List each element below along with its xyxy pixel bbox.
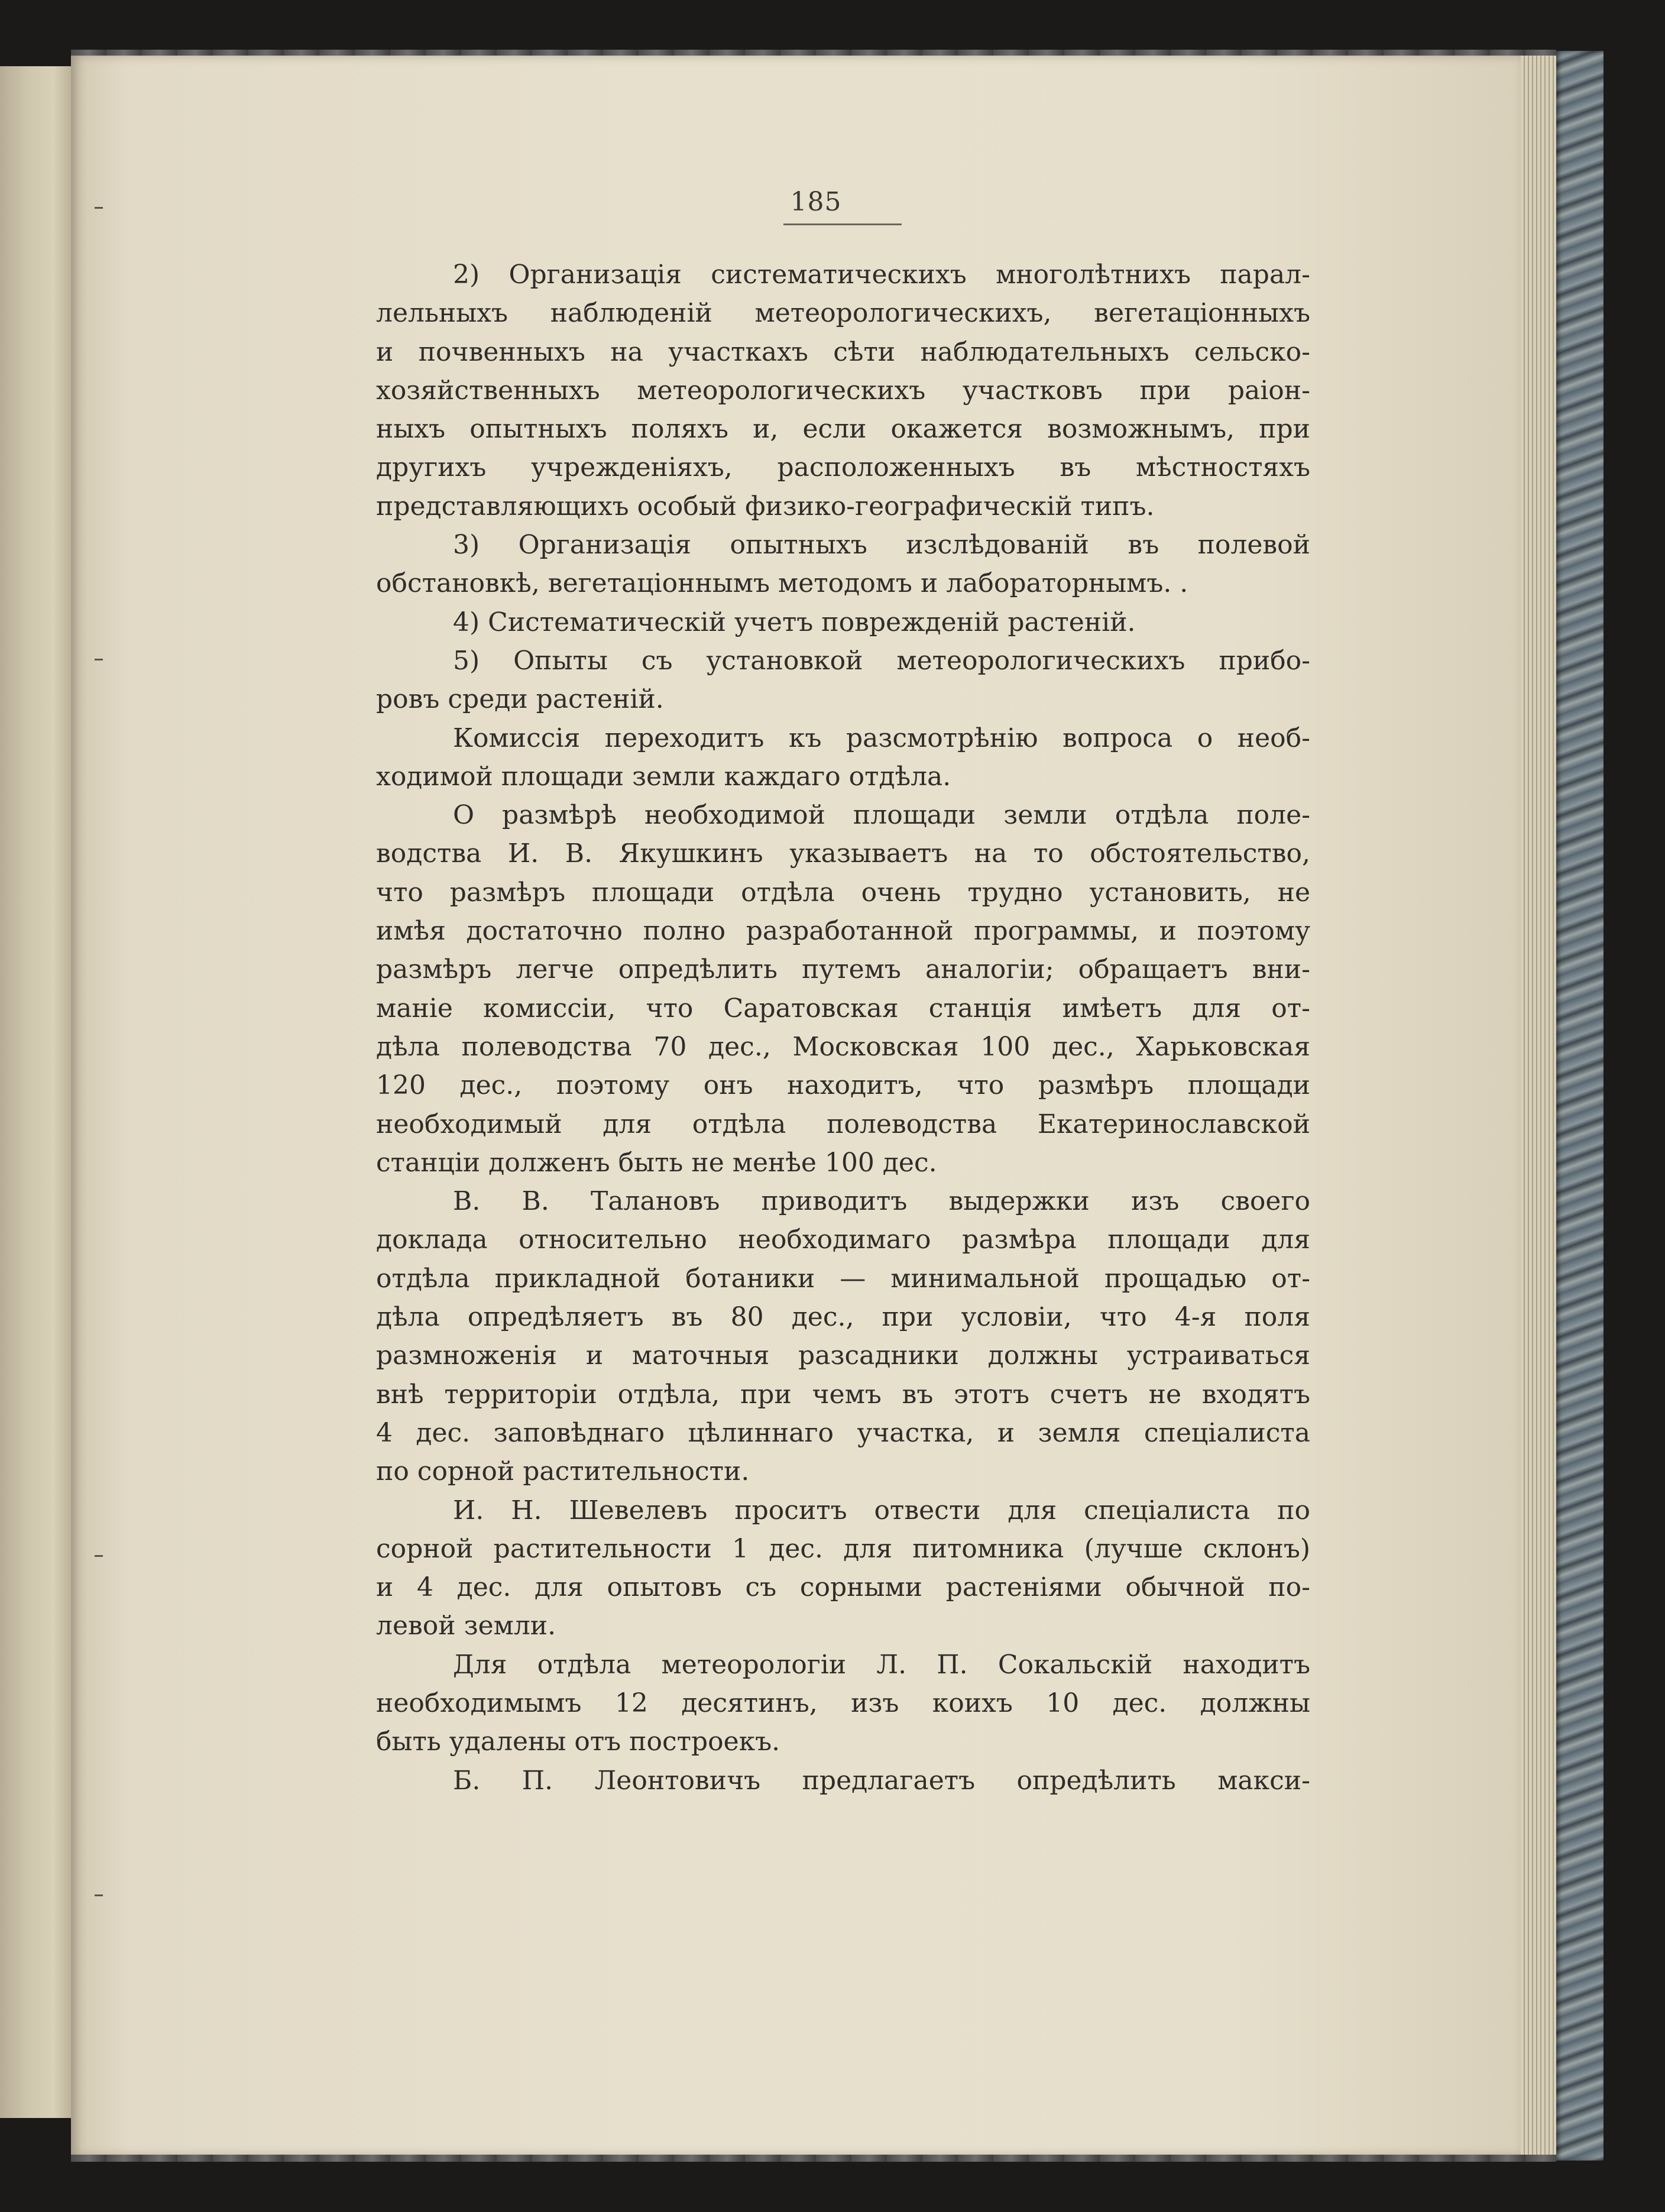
text-line: имѣя достаточно полно разработанной программы, и поэтому [376, 916, 1310, 947]
book-spread [0, 54, 1604, 2157]
text-line: водства И. В. Якушкинъ указываетъ на то обстоятельство, [376, 838, 1310, 869]
left-page-tick [95, 659, 103, 660]
text-line: другихъ учрежденіяхъ, расположенныхъ въ мѣстностяхъ [376, 452, 1310, 483]
marbled-cover-edge [1556, 51, 1604, 2161]
text-line: внѣ территоріи отдѣла, при чемъ въ этотъ счетъ не входятъ [376, 1379, 1310, 1410]
text-line: быть удалены отъ построекъ. [376, 1727, 780, 1757]
text-line: размѣръ легче опредѣлить путемъ аналогіи; обращаетъ вни- [376, 954, 1310, 985]
page-number: 185 [790, 187, 842, 217]
text-line: маніе комиссіи, что Саратовская станція имѣетъ для от- [376, 993, 1310, 1024]
text-line: И. Н. Шевелевъ проситъ отвести для спеціалиста по [453, 1495, 1310, 1526]
text-line: по сорной растительности. [376, 1456, 750, 1487]
text-line: дѣла полеводства 70 дес., Московская 100 дес., Харьковская [376, 1031, 1310, 1062]
top-edge [71, 50, 1556, 56]
text-line: обстановкѣ, вегетаціоннымъ методомъ и лабораторнымъ. . [376, 568, 1188, 599]
text-line: В. В. Талановъ приводитъ выдержки изъ своего [453, 1186, 1310, 1217]
left-page-edge [0, 66, 71, 2118]
page [71, 54, 1521, 2157]
text-line: 120 дес., поэтому онъ находитъ, что размѣръ площади [376, 1070, 1310, 1101]
text-line: и 4 дес. для опытовъ съ сорными растеніями обычной по- [376, 1572, 1310, 1603]
text-line: что размѣръ площади отдѣла очень трудно установить, не [376, 877, 1310, 908]
text-line: 4 дес. заповѣднаго цѣлиннаго участка, и земля спеціалиста [376, 1417, 1310, 1448]
text-line: лельныхъ наблюденій метеорологическихъ, вегетаціонныхъ [376, 298, 1310, 329]
text-line: 4) Систематическій учетъ поврежденій растеній. [453, 607, 1136, 637]
page-stack-edge [1521, 54, 1556, 2157]
text-line: левой земли. [376, 1611, 556, 1641]
text-line: ныхъ опытныхъ поляхъ и, если окажется возможнымъ, при [376, 414, 1310, 445]
text-line: представляющихъ особый физико-географическій типъ. [376, 491, 1155, 522]
left-page-tick [95, 1555, 103, 1557]
text-line: ровъ среди растеній. [376, 684, 664, 715]
text-line: хозяйственныхъ метеорологическихъ участковъ при раіон- [376, 375, 1310, 406]
text-line: отдѣла прикладной ботаники — минимальной прощадью от- [376, 1263, 1310, 1294]
text-line: станціи долженъ быть не менѣе 100 дес. [376, 1147, 937, 1178]
bottom-edge [71, 2155, 1556, 2162]
text-line: необходимымъ 12 десятинъ, изъ коихъ 10 дес. должны [376, 1688, 1310, 1718]
text-line: размноженія и маточныя разсадники должны устраиваться [376, 1340, 1310, 1371]
text-line: Для отдѣла метеорологіи Л. П. Сокальскій находитъ [453, 1649, 1310, 1680]
text-line: дѣла опредѣляетъ въ 80 дес., при условіи, что 4-я поля [376, 1302, 1310, 1333]
text-line: Комиссія переходитъ къ разсмотрѣнію вопроса о необ- [453, 723, 1310, 753]
body-text [376, 255, 1310, 1800]
page-number-rule [783, 224, 902, 225]
text-line: сорной растительности 1 дес. для питомника (лучше склонъ) [376, 1533, 1310, 1564]
text-line: О размѣрѣ необходимой площади земли отдѣла поле- [453, 800, 1310, 831]
text-line: Б. П. Леонтовичъ предлагаетъ опредѣлить макси- [453, 1765, 1310, 1796]
left-page-tick [95, 1894, 103, 1896]
text-line: 2) Организація систематическихъ многолѣтнихъ парал- [453, 260, 1310, 290]
text-line: доклада относительно необходимаго размѣра площади для [376, 1225, 1310, 1255]
text-line: 5) Опыты съ установкой метеорологическихъ прибо- [453, 645, 1310, 676]
text-line: 3) Организація опытныхъ изслѣдованій въ полевой [453, 530, 1310, 561]
text-line: ходимой площади земли каждаго отдѣла. [376, 761, 951, 792]
text-line: и почвенныхъ на участкахъ сѣти наблюдательныхъ сельско- [376, 336, 1310, 367]
left-page-tick [95, 207, 103, 209]
text-line: необходимый для отдѣла полеводства Екатеринославской [376, 1109, 1310, 1139]
